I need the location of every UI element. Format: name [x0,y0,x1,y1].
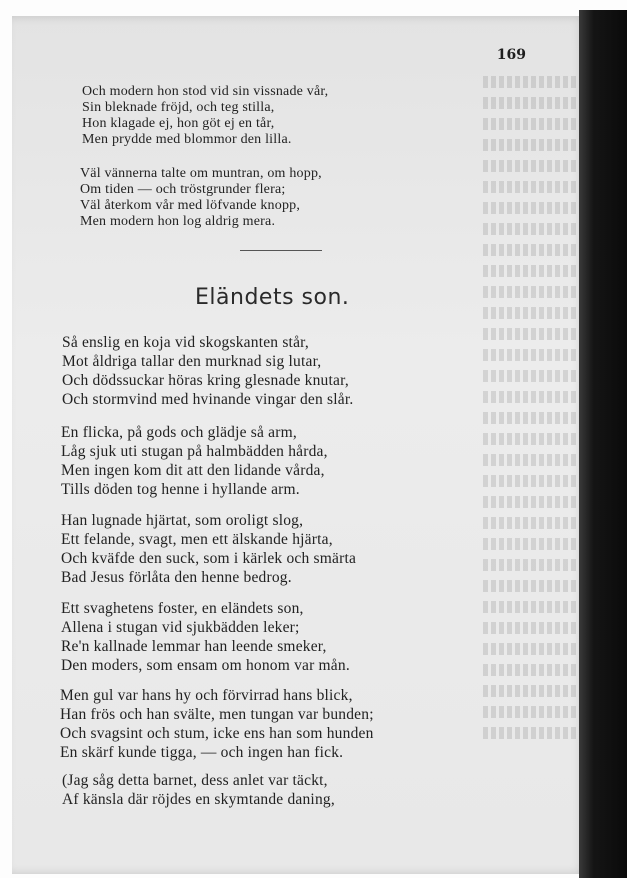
stanza-6 [62,771,542,809]
verse-line: Och svagsint och stum, icke ens han som hunden [60,725,374,742]
verse-line: Men prydde med blommor den lilla. [82,132,292,147]
verse-line: Ett felande, svagt, men ett älskande hjärta, [61,531,333,548]
stanza-4 [61,599,541,675]
verse-line: Han lugnade hjärtat, som oroligt slog, [61,512,304,529]
verse-line: Om tiden — och tröstgrunder flera; [80,182,286,197]
verse-line: Och stormvind med hvinande vingar den slår. [62,391,354,408]
verse-line: Låg sjuk uti stugan på halmbädden hårda, [61,443,328,460]
verse-line: Mot åldriga tallar den murknad sig lutar, [62,353,322,370]
verse-line: Så enslig en koja vid skogskanten står, [62,334,309,351]
verse-line: Men gul var hans hy och förvirrad hans blick, [60,687,353,704]
poem-title: Eländets son. [195,285,350,310]
stanza-top-1 [82,84,562,148]
verse-line: Bad Jesus förlåta den henne bedrog. [61,569,292,586]
verse-line: Allena i stugan vid sjukbädden leker; [61,619,300,636]
verse-line: Och dödssuckar höras kring glesnade knutar, [62,372,349,389]
verse-line: En flicka, på gods och glädje så arm, [61,424,297,441]
verse-line: Re'n kallnade lemmar han leende smeker, [61,638,327,655]
page-number: 169 [496,47,526,63]
stanza-3 [61,511,541,587]
verse-line: Väl återkom vår med löfvande knopp, [80,198,301,213]
book-spine-shadow [579,10,627,878]
stanza-5 [60,686,540,762]
verse-line: Af känsla där röjdes en skymtande daning, [62,791,335,808]
verse-line: (Jag såg detta barnet, dess anlet var täckt, [62,772,328,789]
verse-line: Men modern hon log aldrig mera. [80,214,276,229]
verse-line: Ett svaghetens foster, en eländets son, [61,600,304,617]
verse-line: Tills döden tog henne i hyllande arm. [61,481,300,498]
verse-line: Men ingen kom dit att den lidande vårda, [61,462,325,479]
verse-line: Han frös och han svälte, men tungan var bunden; [60,706,374,723]
verse-line: Hon klagade ej, hon göt ej en tår, [82,116,275,131]
stanza-top-2 [80,166,560,230]
stanza-2 [61,423,541,499]
verse-line: Och modern hon stod vid sin vissnade vår, [82,84,329,99]
stanza-1 [62,333,542,409]
verse-line: Och kväfde den suck, som i kärlek och smärta [61,550,357,567]
verse-line: Väl vännerna talte om muntran, om hopp, [80,166,322,181]
verse-line: Sin bleknade fröjd, och teg stilla, [82,100,275,115]
verse-line: En skärf kunde tigga, — och ingen han fick. [60,744,344,761]
verse-line: Den moders, som ensam om honom var mån. [61,657,350,674]
section-divider [240,250,322,251]
